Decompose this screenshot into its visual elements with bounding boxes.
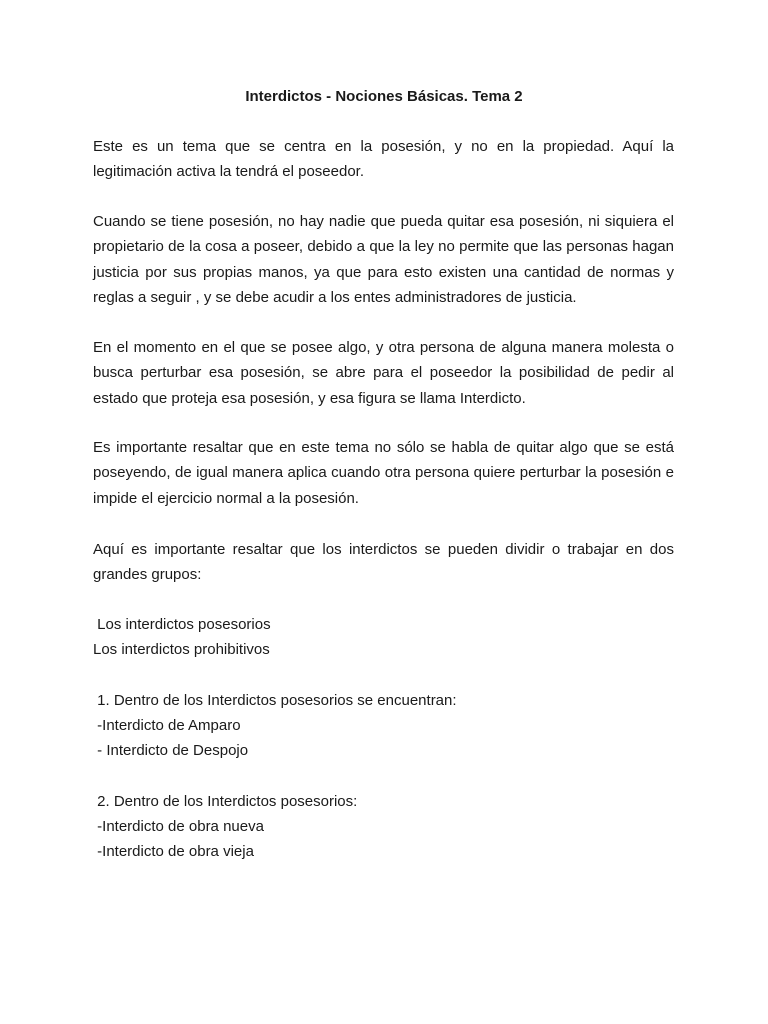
paragraph-posesion: Cuando se tiene posesión, no hay nadie que pueda quitar esa posesión, ni siquiera el propietario de la cosa a poseer, debido a que la ley no permite que las personas hagan justicia por sus propias manos, ya que para esto existen una cantidad de normas y reglas a seguir , y se debe acudir a los entes administradores de justicia. <box>93 213 674 306</box>
document-title: Interdictos - Nociones Básicas. Tema 2 <box>245 88 523 105</box>
section1-heading: 1. Dentro de los Interdictos posesorios se encuentran: <box>93 692 457 709</box>
section1-item-despojo: - Interdicto de Despojo <box>93 742 249 759</box>
paragraph-intro: Este es un tema que se centra en la posesión, y no en la propiedad. Aquí la legitimación activa la tendrá el poseedor. <box>93 138 674 181</box>
section2-item-obra-vieja: -Interdicto de obra vieja <box>93 843 254 860</box>
section2-item-obra-nueva: -Interdicto de obra nueva <box>93 818 264 835</box>
section1-item-amparo: -Interdicto de Amparo <box>93 717 241 734</box>
section2-heading: 2. Dentro de los Interdictos posesorios: <box>93 793 358 810</box>
paragraph-interdicto: En el momento en el que se posee algo, y otra persona de alguna manera molesta o busca perturbar esa posesión, se abre para el poseedor la posibilidad de pedir al estado que proteja esa posesión, y esa figura se llama Interdicto. <box>93 339 674 407</box>
group-item-prohibitivos: Los interdictos prohibitivos <box>93 641 270 658</box>
paragraph-importante: Es importante resaltar que en este tema no sólo se habla de quitar algo que se está poseyendo, de igual manera aplica cuando otra persona quiere perturbar la posesión e impide el ejercicio normal a la posesión. <box>93 439 674 507</box>
group-item-posesorios: Los interdictos posesorios <box>93 616 271 633</box>
paragraph-grupos: Aquí es importante resaltar que los interdictos se pueden dividir o trabajar en dos grandes grupos: <box>93 541 674 584</box>
